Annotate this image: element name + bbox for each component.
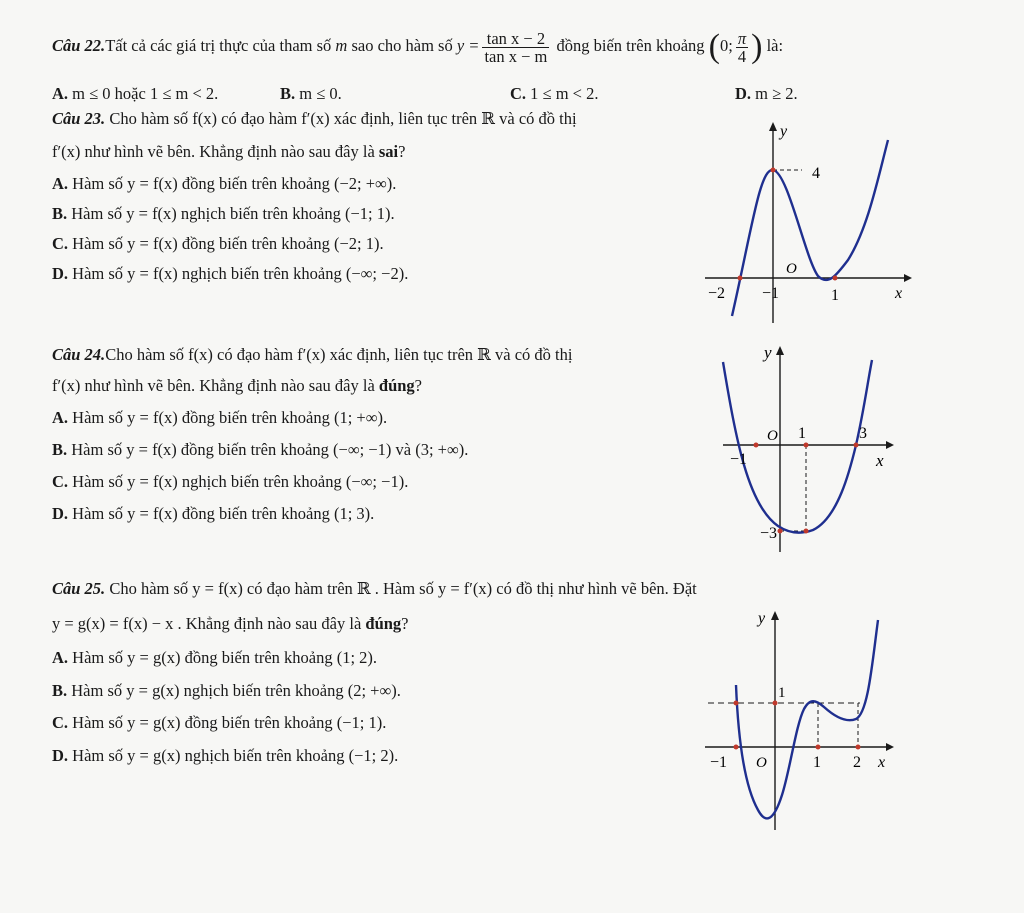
point-y-1 xyxy=(773,701,778,706)
q23-stem-line2: f′(x) như hình vẽ bên. Khẳng định nào sau đây là xyxy=(52,142,375,161)
option-text: Hàm số y = f(x) đồng biến trên khoảng (1; +∞). xyxy=(72,408,388,427)
label-x-1: 1 xyxy=(798,425,806,442)
q22-pi: π xyxy=(737,28,747,48)
derivative-curve xyxy=(732,140,888,316)
q25-line1 xyxy=(52,579,697,599)
point-x-m1 xyxy=(734,745,739,750)
q22-text-end: là: xyxy=(766,36,784,55)
q24-line2 xyxy=(52,376,422,396)
label-y-1: 1 xyxy=(778,685,786,701)
q22-option-c[interactable] xyxy=(510,84,599,104)
option-key: D. xyxy=(735,84,752,103)
y-axis-arrow xyxy=(771,611,779,620)
q24-stem-line1: Cho hàm số f(x) có đạo hàm f′(x) xác định, liên tục trên ℝ và có đồ thị xyxy=(105,345,573,364)
option-text: Hàm số y = g(x) đồng biến trên khoảng (1; 2). xyxy=(72,648,378,667)
option-text: Hàm số y = f(x) đồng biến trên khoảng (−∞; −1) và (3; +∞). xyxy=(71,440,469,459)
q23-line2 xyxy=(52,142,405,162)
label-y: y xyxy=(758,610,766,627)
x-axis-arrow xyxy=(886,743,894,751)
q23-option-a[interactable] xyxy=(52,174,396,194)
q24-label: Câu 24. xyxy=(52,345,106,364)
q22-text-c: đồng biến trên khoảng xyxy=(556,36,705,55)
q23-line1 xyxy=(52,109,577,129)
option-text: 1 ≤ m < 2. xyxy=(530,84,599,103)
point-x-3 xyxy=(854,443,859,448)
option-key: A. xyxy=(52,408,69,427)
q22-denominator: tan x − m xyxy=(484,46,548,66)
q23-option-d[interactable] xyxy=(52,264,408,284)
option-key: C. xyxy=(52,713,69,732)
label-x: x xyxy=(878,754,886,771)
derivative-curve xyxy=(723,360,872,533)
y-axis-arrow xyxy=(769,122,777,131)
option-text: Hàm số y = f(x) đồng biến trên khoảng (1; 3). xyxy=(72,504,375,523)
label-4: 4 xyxy=(812,165,820,182)
point-min xyxy=(804,529,809,534)
option-key: A. xyxy=(52,174,69,193)
q24-option-d[interactable] xyxy=(52,504,374,524)
option-key: A. xyxy=(52,648,69,667)
point-x-1 xyxy=(833,276,838,281)
q22-four: 4 xyxy=(737,46,747,66)
option-text: Hàm số y = g(x) đồng biến trên khoảng (−1; 1). xyxy=(72,713,387,732)
point-x-2 xyxy=(856,745,861,750)
q24-stem-line2: f′(x) như hình vẽ bên. Khẳng định nào sau đây là xyxy=(52,376,375,395)
option-key: D. xyxy=(52,504,69,523)
q25-stem-line2: y = g(x) = f(x) − x . Khẳng định nào sau đây là xyxy=(52,614,362,633)
q24-option-b[interactable] xyxy=(52,440,468,460)
option-key: D. xyxy=(52,264,69,283)
q25-option-b[interactable] xyxy=(52,681,401,701)
label-x-3: 3 xyxy=(859,425,867,442)
option-key: B. xyxy=(52,204,68,223)
q23-option-b[interactable] xyxy=(52,204,395,224)
q24-question-mark: ? xyxy=(414,376,422,395)
option-key: B. xyxy=(52,440,68,459)
option-text: Hàm số y = f(x) nghịch biến trên khoảng (−∞; −1). xyxy=(72,472,409,491)
option-text: m ≤ 0. xyxy=(299,84,342,103)
q22-fraction xyxy=(482,30,549,65)
point-x-1 xyxy=(804,443,809,448)
q24-keyword: đúng xyxy=(378,376,415,395)
q22-stem xyxy=(52,20,783,72)
q25-option-d[interactable] xyxy=(52,746,398,766)
label-origin: O xyxy=(767,428,778,444)
label-y: y xyxy=(764,343,772,362)
q23-label: Câu 23. xyxy=(52,109,106,128)
q22-interval: (0; $\frac{\pi}{4}$ ) xyxy=(708,28,763,66)
q22-option-d[interactable] xyxy=(735,84,798,104)
option-key: D. xyxy=(52,746,69,765)
y-axis-arrow xyxy=(776,346,784,355)
label-x-1: 1 xyxy=(831,287,839,304)
label-x: x xyxy=(895,285,903,302)
option-text: Hàm số y = f(x) nghịch biến trên khoảng (−∞; −2). xyxy=(72,264,409,283)
q22-text-a: Tất cả các giá trị thực của tham số xyxy=(105,36,332,55)
q22-param-m: m xyxy=(335,36,348,55)
point-max xyxy=(771,168,776,173)
option-key: B. xyxy=(52,681,68,700)
q25-label: Câu 25. xyxy=(52,579,106,598)
option-key: C. xyxy=(52,234,69,253)
q23-stem-line1: Cho hàm số f(x) có đạo hàm f′(x) xác định, liên tục trên ℝ và có đồ thị xyxy=(109,109,577,128)
option-key: C. xyxy=(52,472,69,491)
option-text: Hàm số y = f(x) đồng biến trên khoảng (−2; +∞). xyxy=(72,174,397,193)
q24-graph xyxy=(718,340,908,555)
q22-pi-over-4 xyxy=(736,30,748,65)
q22-text-b: sao cho hàm số xyxy=(351,36,453,55)
option-text: Hàm số y = g(x) nghịch biến trên khoảng (−1; 2). xyxy=(72,746,399,765)
q22-numerator: tan x − 2 xyxy=(482,30,549,48)
q24-line1 xyxy=(52,345,572,365)
option-text: m ≥ 2. xyxy=(755,84,798,103)
point-x-m2 xyxy=(738,276,743,281)
q22-option-a[interactable] xyxy=(52,84,218,104)
label-origin: O xyxy=(786,261,797,277)
q23-keyword: sai xyxy=(378,142,399,161)
point-x-1 xyxy=(816,745,821,750)
q23-graph xyxy=(700,118,920,328)
option-key: A. xyxy=(52,84,69,103)
label-x-m2: −2 xyxy=(708,285,726,302)
q22-label: Câu 22. xyxy=(52,36,106,55)
q25-graph xyxy=(700,605,910,835)
point-y-m3 xyxy=(778,529,783,534)
label-x-m1: −1 xyxy=(730,451,748,468)
option-key: B. xyxy=(280,84,296,103)
q25-option-c[interactable] xyxy=(52,713,386,733)
q24-option-a[interactable] xyxy=(52,408,387,428)
option-text: Hàm số y = f(x) đồng biến trên khoảng (−2; 1). xyxy=(72,234,384,253)
label-x: x xyxy=(876,451,884,470)
derivative-curve xyxy=(736,620,878,818)
x-axis-arrow xyxy=(886,441,894,449)
q25-stem-line1: Cho hàm số y = f(x) có đạo hàm trên ℝ . Hàm số y = f′(x) có đồ thị như hình vẽ bên. Đặt xyxy=(109,579,697,598)
point-x-m1 xyxy=(754,443,759,448)
q23-question-mark: ? xyxy=(398,142,406,161)
label-x-m1: −1 xyxy=(710,754,728,771)
q25-line2 xyxy=(52,614,409,634)
option-text: Hàm số y = g(x) nghịch biến trên khoảng (2; +∞). xyxy=(71,681,401,700)
label-y-m3: −3 xyxy=(760,525,778,542)
q22-interval-left: 0; xyxy=(719,36,733,55)
q22-option-b[interactable] xyxy=(280,84,342,104)
q22-y-eq: y = xyxy=(456,36,480,55)
q23-option-c[interactable] xyxy=(52,234,384,254)
label-x-1: 1 xyxy=(813,754,821,771)
q24-option-c[interactable] xyxy=(52,472,408,492)
label-x-2: 2 xyxy=(853,754,861,771)
label-y: y xyxy=(780,123,788,140)
option-text: Hàm số y = f(x) nghịch biến trên khoảng (−1; 1). xyxy=(71,204,395,223)
option-text: m ≤ 0 hoặc 1 ≤ m < 2. xyxy=(72,84,219,103)
point-left-1 xyxy=(734,701,739,706)
q25-question-mark: ? xyxy=(401,614,409,633)
q25-option-a[interactable] xyxy=(52,648,377,668)
label-origin: O xyxy=(756,755,767,771)
x-axis-arrow xyxy=(904,274,912,282)
q25-keyword: đúng xyxy=(365,614,402,633)
option-key: C. xyxy=(510,84,527,103)
label-x-m1: −1 xyxy=(762,285,780,302)
